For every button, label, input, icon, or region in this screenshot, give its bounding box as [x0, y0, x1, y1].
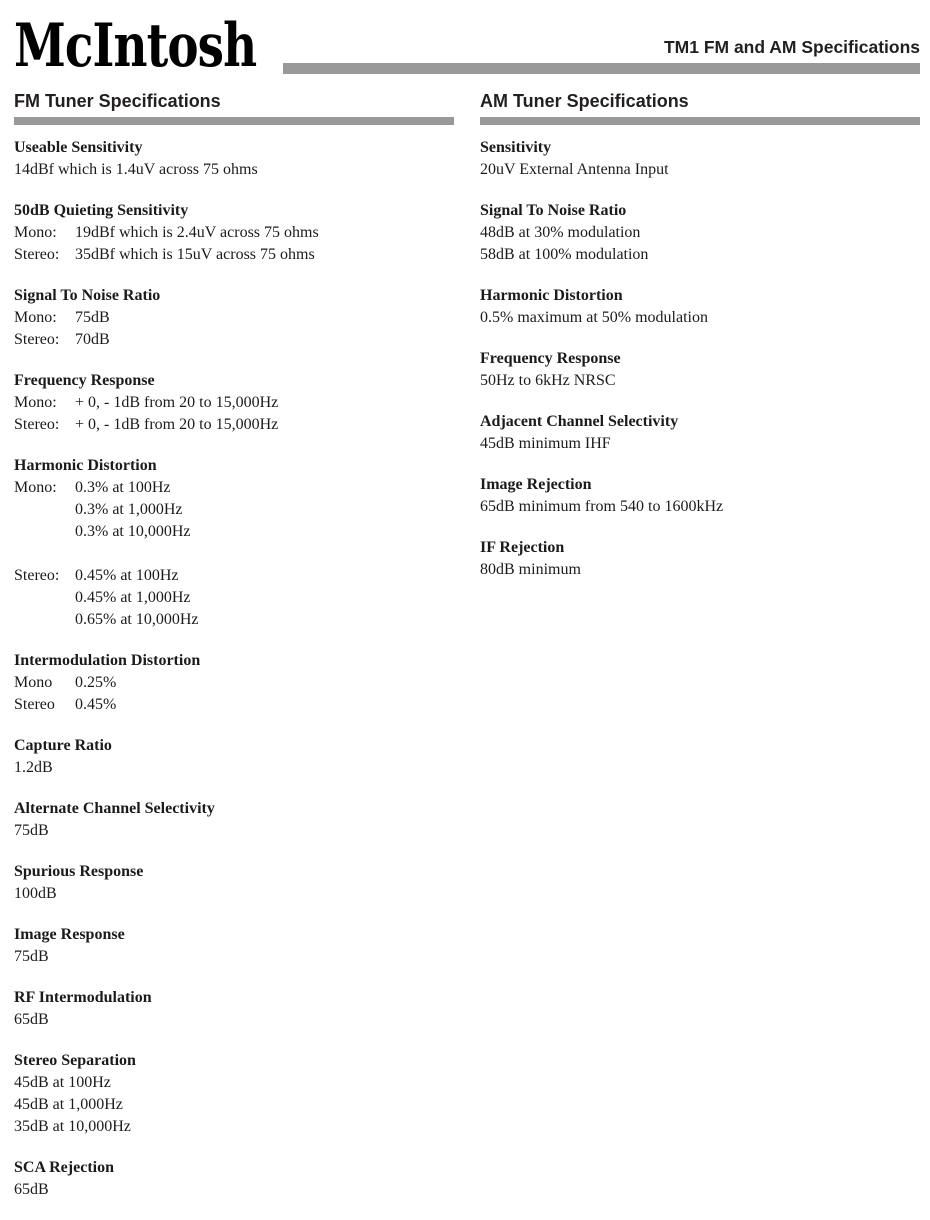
spec-section: [480, 411, 920, 455]
spec-row-value: 0.3% at 100Hz: [75, 478, 171, 496]
spec-row-label: Mono:: [14, 478, 57, 496]
spec-heading: SCA Rejection: [14, 1158, 114, 1176]
spec-section: [480, 537, 920, 581]
am-title-rule: [480, 117, 920, 125]
spec-row: 0.5% maximum at 50% modulation: [480, 308, 708, 326]
spec-row-label: [14, 587, 75, 609]
spec-row-value: + 0, - 1dB from 20 to 15,000Hz: [75, 415, 279, 433]
spec-heading: Signal To Noise Ratio: [480, 201, 627, 219]
spec-row-label: Stereo:: [14, 415, 60, 433]
spec-spacer: [14, 543, 454, 565]
am-tuner-column: [480, 92, 920, 1220]
spec-row: [14, 329, 454, 351]
spec-section: [14, 735, 454, 779]
header-right: [283, 36, 920, 75]
fm-column-title: FM Tuner Specifications: [14, 91, 221, 111]
spec-heading: Frequency Response: [14, 371, 155, 389]
page-title: TM1 FM and AM Specifications: [663, 36, 920, 57]
spec-section: [14, 798, 454, 842]
spec-row-label: Stereo: [14, 695, 55, 713]
spec-row: [14, 307, 454, 329]
spec-heading: Harmonic Distortion: [480, 286, 623, 304]
spec-section: [480, 348, 920, 392]
spec-heading: Capture Ratio: [14, 736, 112, 754]
spec-heading: 50dB Quieting Sensitivity: [14, 201, 189, 219]
spec-heading: Sensitivity: [480, 138, 552, 156]
spec-row-label: Stereo:: [14, 330, 60, 348]
spec-row: 45dB at 1,000Hz: [14, 1095, 123, 1113]
spec-heading: Signal To Noise Ratio: [14, 286, 161, 304]
spec-row-label: Mono:: [14, 223, 57, 241]
spec-heading: Useable Sensitivity: [14, 138, 143, 156]
spec-section: [14, 861, 454, 905]
spec-row: 45dB at 100Hz: [14, 1073, 111, 1091]
spec-row: 48dB at 30% modulation: [480, 223, 641, 241]
spec-row: 80dB minimum: [480, 560, 581, 578]
spec-heading: Image Response: [14, 925, 125, 943]
spec-section: [14, 650, 454, 716]
spec-section: [14, 137, 454, 181]
spec-row: 14dBf which is 1.4uV across 75 ohms: [14, 160, 258, 178]
spec-row: 65dB: [14, 1180, 49, 1198]
spec-row: 45dB minimum IHF: [480, 434, 611, 452]
spec-heading: Spurious Response: [14, 862, 144, 880]
spec-row: [14, 694, 454, 716]
spec-columns: [14, 92, 920, 1220]
spec-section: [14, 1050, 454, 1138]
am-column-title: AM Tuner Specifications: [480, 91, 689, 111]
spec-row: [14, 521, 454, 543]
spec-row-value: 0.25%: [75, 673, 117, 691]
spec-heading: Alternate Channel Selectivity: [14, 799, 215, 817]
spec-heading: Image Rejection: [480, 475, 592, 493]
spec-row-value: 0.3% at 1,000Hz: [75, 500, 183, 518]
spec-row: [14, 672, 454, 694]
spec-row-label: Stereo:: [14, 245, 60, 263]
spec-section: [14, 200, 454, 266]
spec-row-value: 0.45% at 1,000Hz: [75, 588, 191, 606]
am-spec-list: [480, 137, 920, 581]
spec-row: 1.2dB: [14, 758, 53, 776]
spec-heading: IF Rejection: [480, 538, 565, 556]
spec-row: [14, 565, 454, 587]
spec-heading: Adjacent Channel Selectivity: [480, 412, 679, 430]
spec-heading: Frequency Response: [480, 349, 621, 367]
spec-section: [480, 474, 920, 518]
fm-tuner-column: [14, 92, 454, 1220]
mcintosh-logo: McIntosh: [14, 10, 257, 81]
spec-section: [480, 200, 920, 266]
spec-row-value: 0.45% at 100Hz: [75, 566, 179, 584]
spec-row: 75dB: [14, 947, 49, 965]
spec-row: 100dB: [14, 884, 57, 902]
spec-row: 65dB minimum from 540 to 1600kHz: [480, 497, 724, 515]
spec-row: 65dB: [14, 1010, 49, 1028]
spec-section: [14, 370, 454, 436]
spec-row-value: 0.65% at 10,000Hz: [75, 610, 199, 628]
spec-row-label: [14, 499, 75, 521]
spec-heading: Harmonic Distortion: [14, 456, 157, 474]
spec-row-value: 0.45%: [75, 695, 117, 713]
spec-section: [14, 924, 454, 968]
spec-row: [14, 244, 454, 266]
spec-row: [14, 609, 454, 631]
spec-row: 35dB at 10,000Hz: [14, 1117, 131, 1135]
spec-row-label: Mono: [14, 673, 53, 691]
spec-row-label: Stereo:: [14, 566, 60, 584]
spec-row: [14, 222, 454, 244]
spec-heading: Stereo Separation: [14, 1051, 136, 1069]
spec-heading: RF Intermodulation: [14, 988, 152, 1006]
fm-spec-list: [14, 137, 454, 1201]
spec-section: [14, 455, 454, 631]
spec-row-value: 19dBf which is 2.4uV across 75 ohms: [75, 223, 319, 241]
spec-row: [14, 392, 454, 414]
page-header: [14, 10, 920, 81]
fm-title-rule: [14, 117, 454, 125]
spec-row-value: + 0, - 1dB from 20 to 15,000Hz: [75, 393, 279, 411]
spec-row-value: 0.3% at 10,000Hz: [75, 522, 191, 540]
spec-row: 58dB at 100% modulation: [480, 245, 649, 263]
spec-section: [14, 1157, 454, 1201]
spec-row-label: [14, 521, 75, 543]
spec-row: [14, 587, 454, 609]
spec-row: [14, 499, 454, 521]
header-divider-bar: [283, 63, 920, 74]
spec-row-value: 35dBf which is 15uV across 75 ohms: [75, 245, 315, 263]
spec-row: 75dB: [14, 821, 49, 839]
spec-section: [480, 137, 920, 181]
spec-section: [14, 987, 454, 1031]
spec-row-label: Mono:: [14, 393, 57, 411]
spec-row: [14, 477, 454, 499]
spec-row-value: 75dB: [75, 308, 110, 326]
spec-row: [14, 414, 454, 436]
spec-row-label: Mono:: [14, 308, 57, 326]
spec-row-label: [14, 609, 75, 631]
spec-row: 20uV External Antenna Input: [480, 160, 669, 178]
spec-section: [480, 285, 920, 329]
spec-section: [14, 285, 454, 351]
spec-heading: Intermodulation Distortion: [14, 651, 201, 669]
spec-row-value: 70dB: [75, 330, 110, 348]
spec-row: 50Hz to 6kHz NRSC: [480, 371, 616, 389]
